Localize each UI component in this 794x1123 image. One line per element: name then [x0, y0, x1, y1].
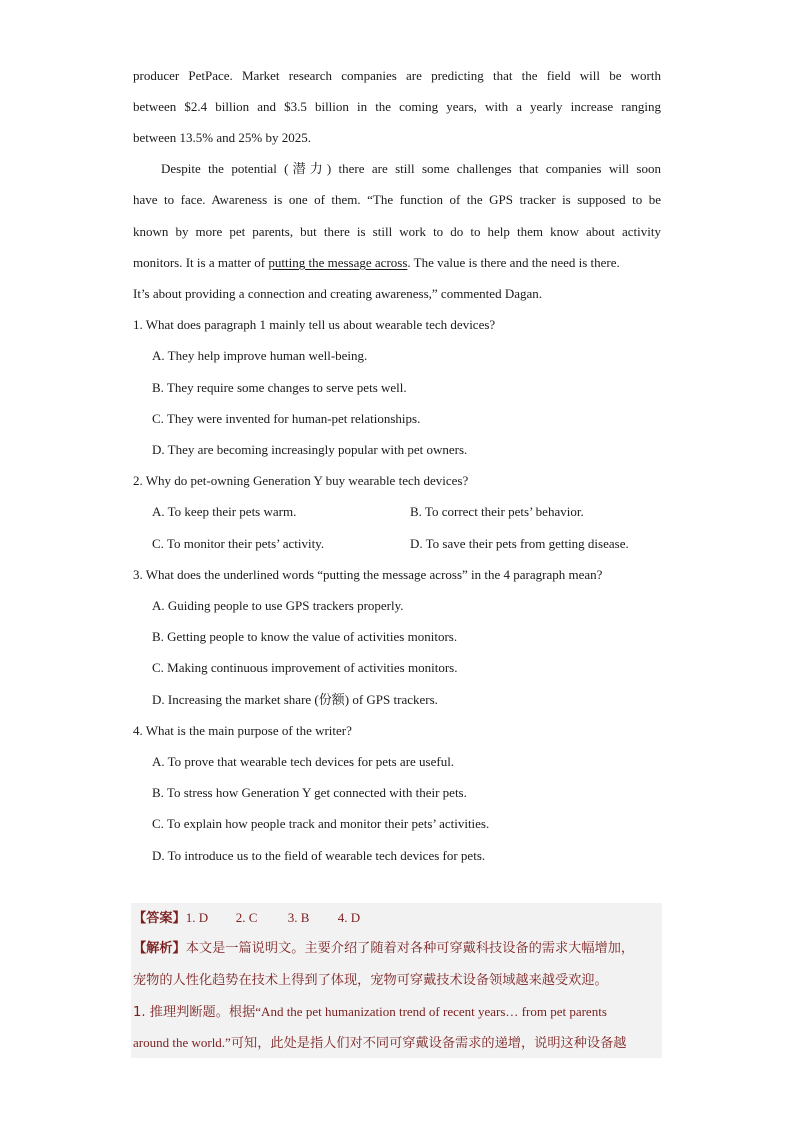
option: D. Increasing the market share (份额) of GPS trackers. [152, 692, 438, 707]
passage-text: . The value is there and the need is there. [407, 255, 620, 270]
question-stem: 2. Why do pet-owning Generation Y buy wearable tech devices? [133, 473, 469, 488]
option: A. To keep their pets warm. [152, 504, 297, 519]
question-stem: 3. What does the underlined words “putting the message across” in the 4 paragraph mean? [133, 567, 603, 582]
answer-item: 1. D [185, 910, 209, 925]
option: B. To stress how Generation Y get connected with their pets. [152, 785, 467, 800]
note-quote: “And the pet humanization trend of recent years… from pet parents [255, 1004, 607, 1019]
underlined-phrase: putting the message across [268, 255, 408, 270]
passage-line: have to face. Awareness is one of them. “The function of the GPS tracker is supposed to be [133, 192, 661, 207]
option: C. They were invented for human-pet relationships. [152, 411, 421, 426]
passage-line: It’s about providing a connection and creating awareness,” commented Dagan. [133, 286, 542, 301]
question-stem: 4. What is the main purpose of the writer? [133, 723, 352, 738]
option: D. They are becoming increasingly popular with pet owners. [152, 442, 468, 457]
analysis-label: 【解析】 [133, 941, 186, 956]
note-text: 可知，此处是指人们对不同可穿戴设备需求的递增，说明这种设备越 [230, 1036, 627, 1051]
answer-item: 3. B [287, 910, 310, 925]
note-text: 1. 推理判断题。根据 [133, 1005, 256, 1020]
analysis-line: 宠物的人性化趋势在技术上得到了体现，宠物可穿戴技术设备领域越来越受欢迎。 [133, 973, 608, 988]
option: B. They require some changes to serve pets well. [152, 380, 407, 395]
option: B. Getting people to know the value of activities monitors. [152, 629, 458, 644]
option: A. To prove that wearable tech devices for pets are useful. [152, 754, 455, 769]
option: D. To introduce us to the field of wearable tech devices for pets. [152, 848, 486, 863]
passage-text: monitors. It is a matter of [133, 255, 269, 270]
analysis-note [133, 1035, 626, 1052]
analysis-note [133, 1004, 607, 1021]
answer-line [133, 910, 360, 927]
answer-item: 4. D [337, 910, 361, 925]
answer-item: 2. C [235, 910, 258, 925]
option: B. To correct their pets’ behavior. [410, 504, 584, 519]
analysis-text: 本文是一篇说明文。主要介绍了随着对各种可穿戴科技设备的需求大幅增加， [185, 941, 635, 956]
passage-line: Despite the potential (潜力) there are still some challenges that companies will soon [161, 161, 661, 176]
option: A. Guiding people to use GPS trackers properly. [152, 598, 404, 613]
option: C. To explain how people track and monitor their pets’ activities. [152, 816, 490, 831]
analysis-line [133, 941, 634, 957]
answer-label: 【答案】 [133, 911, 186, 926]
passage-line: between $2.4 billion and $3.5 billion in the coming years, with a yearly increase ranging [133, 99, 661, 114]
passage-line: producer PetPace. Market research companies are predicting that the field will be worth [133, 68, 661, 83]
option: A. They help improve human well-being. [152, 348, 368, 363]
option: C. To monitor their pets’ activity. [152, 536, 325, 551]
question-stem: 1. What does paragraph 1 mainly tell us about wearable tech devices? [133, 317, 496, 332]
passage-line: between 13.5% and 25% by 2025. [133, 130, 311, 145]
option: C. Making continuous improvement of activities monitors. [152, 660, 458, 675]
passage-line [133, 255, 620, 271]
option: D. To save their pets from getting disease. [410, 536, 629, 551]
note-quote: around the world.” [133, 1035, 231, 1050]
passage-line: known by more pet parents, but there is still work to do to help them know about activity [133, 224, 661, 239]
